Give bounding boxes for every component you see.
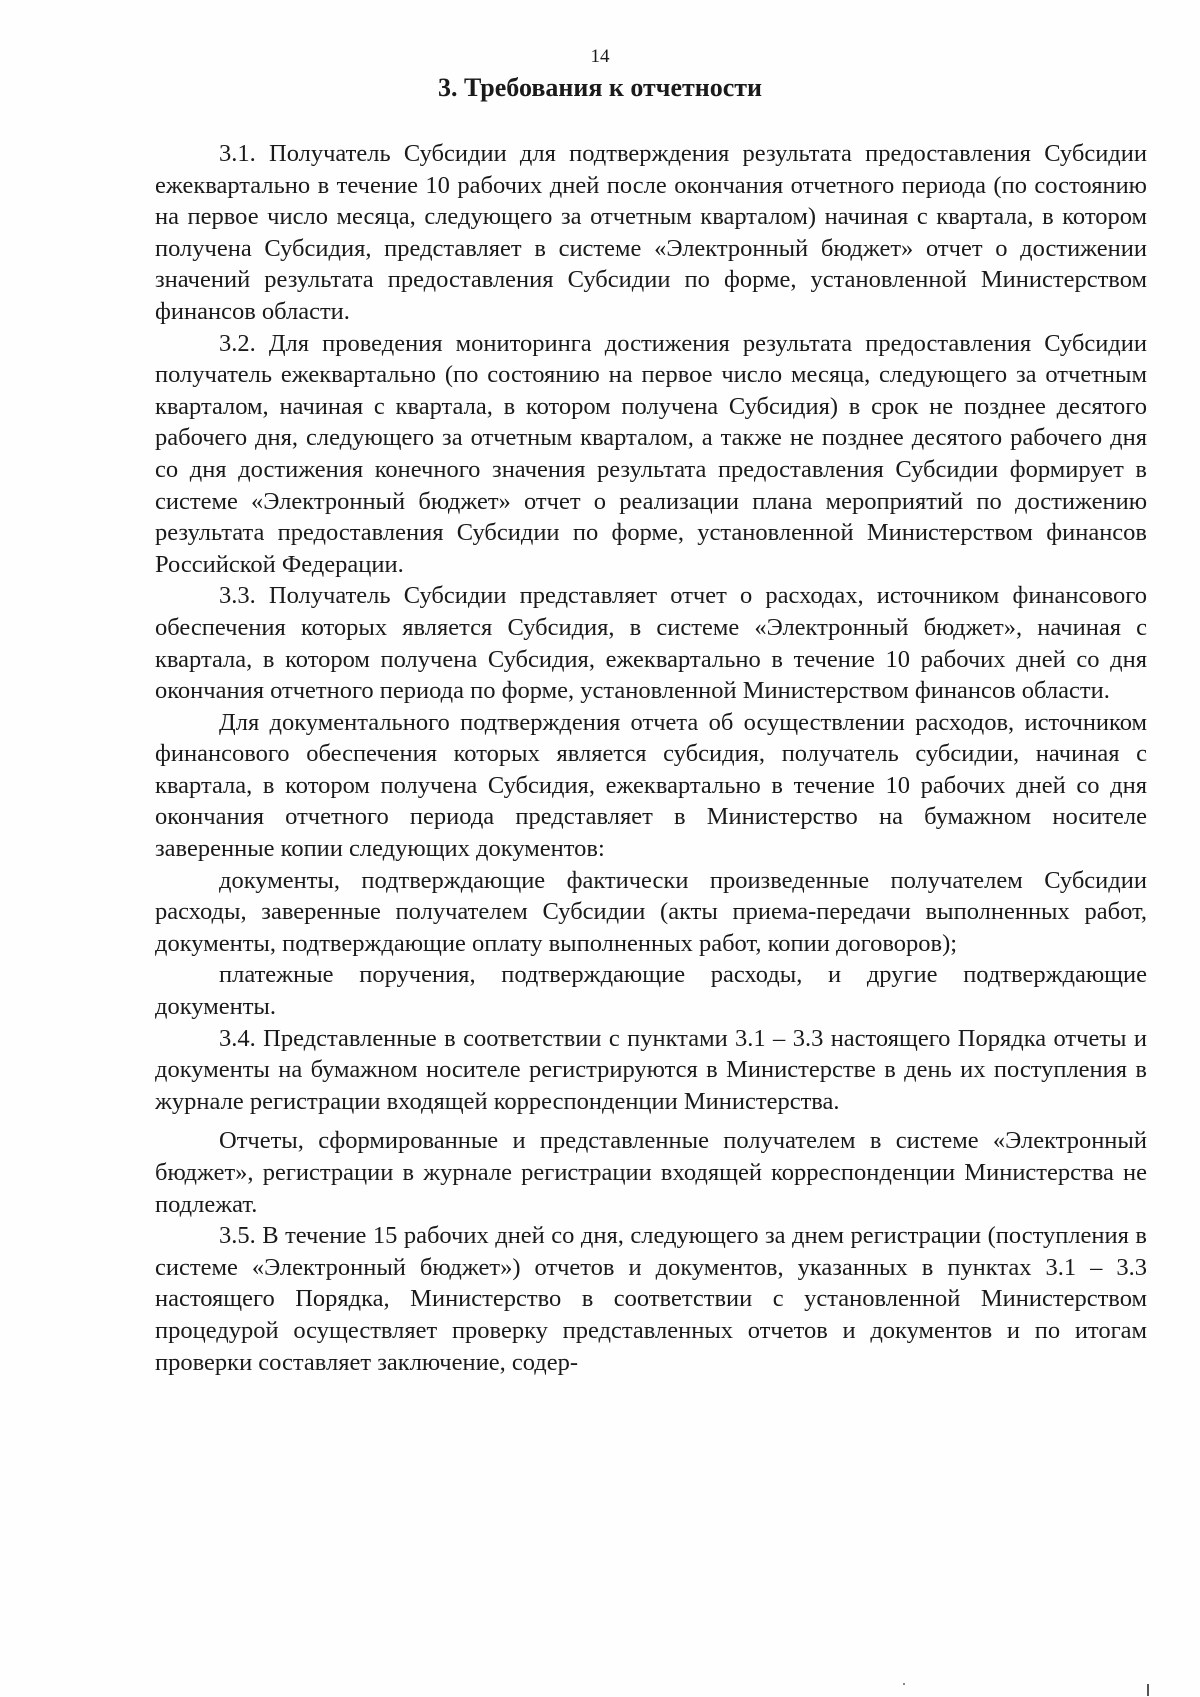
paragraph-payment-orders: платежные поручения, подтверждающие расходы, и другие подтверждающие документы. [155, 961, 1147, 1021]
paragraph-3-2: 3.2. Для проведения мониторинга достижения результата предоставления Субсидии получатель ежеквартально (по состоянию на первое число месяца, следующего за отчетным кварталом, начиная с квартала, в котором получена Субсидия) в срок не позднее десятого рабочего дня, следующего за отчетным кварталом, а также не позднее десятого рабочего дня со дня достижения конечного значения результата предоставления Субсидии формирует в системе «Электронный бюджет» отчет о реализации плана мероприятий по достижению результата предоставления Субсидии по форме, установленной Министерством финансов Российской Федерации. [155, 329, 1147, 578]
scan-artifact-mark [1147, 1684, 1149, 1696]
scan-artifact-dot [903, 1683, 905, 1685]
section-title: 3. Требования к отчетности [437, 73, 763, 102]
paragraph-3-1: 3.1. Получатель Субсидии для подтверждения результата предоставления Субсидии ежеквартально в течение 10 рабочих дней после окончания отчетного периода (по состоянию на первое число месяца, следующего за отчетным кварталом) начиная с квартала, в котором получена Субсидия, представляет в системе «Электронный бюджет» отчет о достижении значений результата предоставления Субсидии по форме, установленной Министерством финансов области. [155, 140, 1147, 325]
paragraph-expense-documents: документы, подтверждающие фактически произведенные получателем Субсидии расходы, заверенные получателем Субсидии (акты приема-передачи выполненных работ, документы, подтверждающие оплату выполненных работ, копии договоров); [155, 866, 1147, 957]
paragraph-3-4: 3.4. Представленные в соответствии с пунктами 3.1 – 3.3 настоящего Порядка отчеты и документы на бумажном носителе регистрируются в Министерстве в день их поступления в журнале регистрации входящей корреспонденции Министерства. [155, 1024, 1147, 1115]
paragraph-3-3: 3.3. Получатель Субсидии представляет отчет о расходах, источником финансового обеспечения которых является Субсидия, в системе «Электронный бюджет», начиная с квартала, в котором получена Субсидия, ежеквартально в течение 10 рабочих дней со дня окончания отчетного периода по форме, установленной Министерством финансов области. [155, 582, 1147, 705]
document-body [155, 138, 1147, 1378]
page-number: 14 [590, 46, 610, 67]
paragraph-documentary-confirmation: Для документального подтверждения отчета об осуществлении расходов, источником финансового обеспечения которых является субсидия, получатель субсидии, начиная с квартала, в котором получена Субсидия, ежеквартально в течение 10 рабочих дней со дня окончания отчетного периода представляет в Министерство на бумажном носителе заверенные копии следующих документов: [155, 708, 1147, 863]
paragraph-3-5: 3.5. В течение 15 рабочих дней со дня, следующего за днем регистрации (поступления в системе «Электронный бюджет») отчетов и документов, указанных в пунктах 3.1 – 3.3 настоящего Порядка, Министерство в соответствии с установленной Министерством процедурой осуществляет проверку представленных отчетов и документов и по итогам проверки составляет заключение, содер- [155, 1222, 1147, 1376]
paragraph-electronic-reports: Отчеты, сформированные и представленные получателем в системе «Электронный бюджет», регистрации в журнале регистрации входящей корреспонденции Министерства не подлежат. [155, 1127, 1147, 1218]
